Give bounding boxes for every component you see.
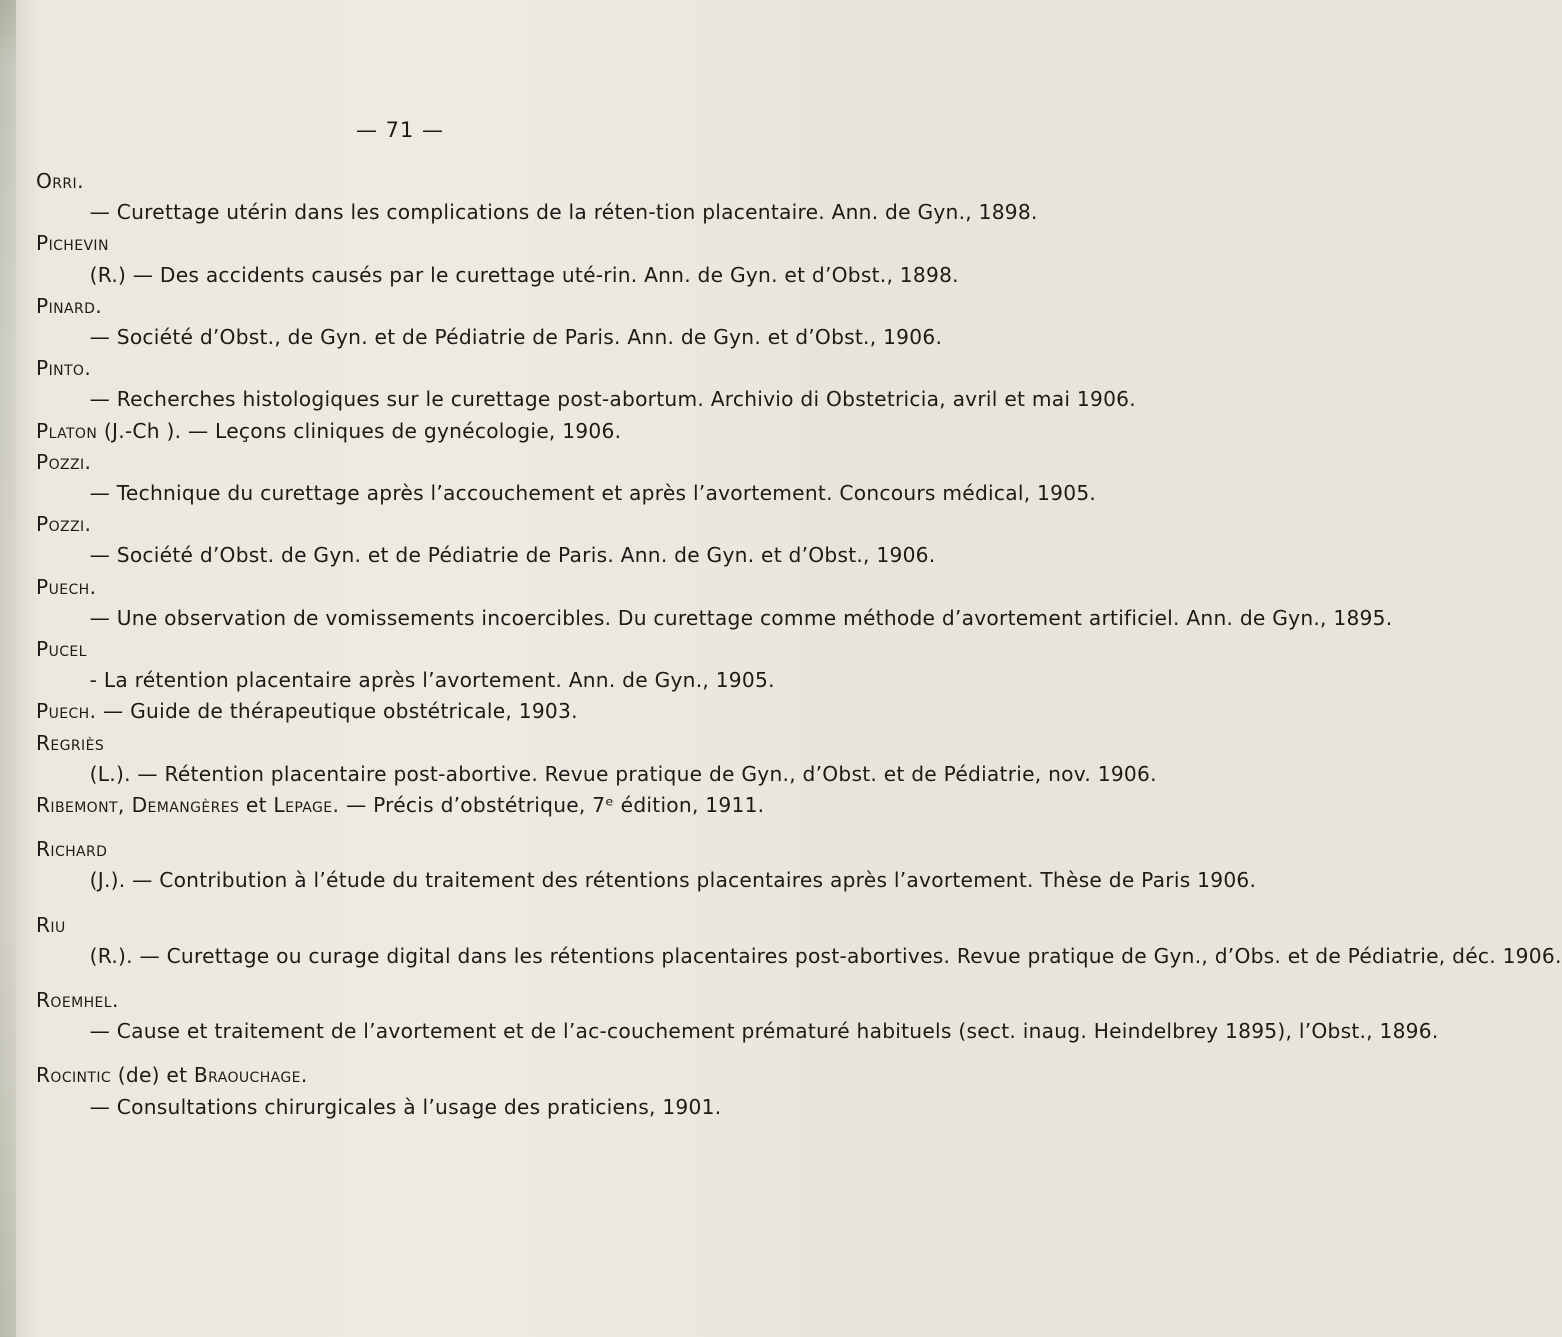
bibliography-list	[36, 166, 1562, 1123]
bibliography-entry	[36, 509, 936, 571]
entry-text: — Cause et traitement de l’avortement et de l’ac-couchement prématuré habituels (sect. inaug. Heindelbrey 1895), l’Obst., 1896.	[83, 1019, 1439, 1044]
bibliography-entry	[36, 291, 943, 353]
entry-text: (J.-Ch ). — Leçons cliniques de gynécologie, 1906.	[97, 418, 622, 443]
entry-author: Puech.	[36, 574, 97, 599]
entry-author: Pozzi.	[36, 449, 92, 474]
entry-text: — Curettage utérin dans les complications de la réten-tion placentaire. Ann. de Gyn., 1898.	[83, 200, 1038, 225]
entry-text: (J.). — Contribution à l’étude du traitement des rétentions placentaires après l’avortement. Thèse de Paris 1906.	[83, 868, 1257, 893]
bibliography-entry	[36, 634, 776, 696]
entry-text: - La rétention placentaire après l’avortement. Ann. de Gyn., 1905.	[83, 668, 775, 693]
entry-author: Pinard.	[36, 293, 103, 318]
entry-author: Pinto.	[36, 356, 92, 381]
bibliography-entry	[36, 696, 776, 727]
entry-author: Riu	[36, 912, 66, 937]
entry-text: — Société d’Obst., de Gyn. et de Pédiatrie de Paris. Ann. de Gyn. et d’Obst., 1906.	[83, 325, 943, 350]
entry-text: — Société d’Obst. de Gyn. et de Pédiatrie de Paris. Ann. de Gyn. et d’Obst., 1906.	[83, 543, 936, 568]
bibliography-entry	[36, 910, 1562, 972]
bibliography-entry	[36, 790, 776, 821]
page-gutter-shadow	[0, 0, 16, 1337]
entry-text-continued: — Consultations chirurgicales à l’usage des praticiens, 1901.	[83, 1094, 722, 1119]
entry-author: Roemhel.	[36, 988, 119, 1013]
entry-text: (R.). — Curettage ou curage digital dans les rétentions placentaires post-abortives. Revue pratique de Gyn., d’Obs. et de Pédiatrie, déc. 1906.	[83, 943, 1562, 968]
bibliography-entry	[36, 728, 1157, 790]
bibliography-entry	[36, 447, 1097, 509]
entry-author: Pucel	[36, 637, 87, 662]
entry-text: — Une observation de vomissements incoercibles. Du curettage comme méthode d’avortement artificiel. Ann. de Gyn., 1895.	[83, 605, 1393, 630]
entry-text: — Recherches histologiques sur le curettage post-abortum. Archivio di Obstetricia, avril et mai 1906.	[83, 387, 1136, 412]
entry-author: Puech.	[36, 699, 97, 724]
bibliography-entry	[36, 416, 776, 447]
entry-author: Pozzi.	[36, 512, 92, 537]
entry-text: et	[239, 793, 274, 818]
entry-author: Pichevin	[36, 231, 109, 256]
entry-author: Orri.	[36, 169, 84, 193]
bibliography-entry	[36, 1060, 776, 1122]
bibliography-entry	[36, 228, 959, 290]
entry-text: (de) et	[111, 1063, 194, 1088]
entry-author: Rocintic	[36, 1063, 112, 1088]
bibliography-entry	[36, 834, 1257, 896]
bibliography-entry	[36, 985, 1439, 1047]
entry-text: — Technique du curettage après l’accouchement et après l’avortement. Concours médical, 1905.	[83, 481, 1097, 506]
entry-text: (L.). — Rétention placentaire post-abortive. Revue pratique de Gyn., d’Obst. et de Pédiatrie, nov. 1906.	[83, 761, 1157, 786]
entry-coauthor: Lepage.	[273, 793, 340, 818]
entry-coauthor: Braouchage.	[193, 1063, 308, 1088]
entry-author: Ribemont, Demangères	[36, 793, 240, 818]
entry-text: — Guide de thérapeutique obstétricale, 1903.	[96, 699, 578, 724]
entry-author: Platon	[36, 418, 98, 443]
entry-text-continued: — Précis d’obstétrique, 7ᵉ édition, 1911.	[339, 793, 765, 818]
page-number: — 71 —	[355, 118, 445, 142]
entry-author: Regriès	[36, 730, 105, 755]
entry-author: Richard	[36, 837, 108, 862]
bibliography-entry	[36, 353, 1136, 415]
entry-text: (R.) — Des accidents causés par le curettage uté-rin. Ann. de Gyn. et d’Obst., 1898.	[83, 262, 959, 287]
bibliography-entry	[36, 572, 1393, 634]
bibliography-entry	[36, 166, 1038, 228]
